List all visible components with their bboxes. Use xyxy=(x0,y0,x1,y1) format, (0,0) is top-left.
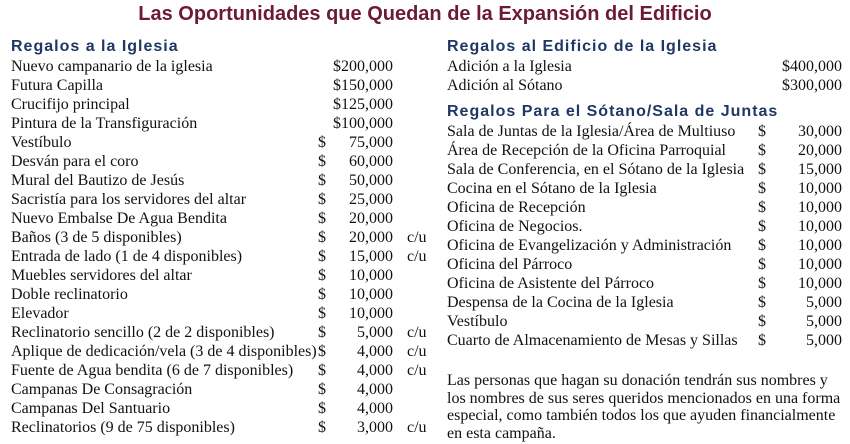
gift-label: Mural del Bautizo de Jesús xyxy=(11,172,185,189)
gift-unit: c/u xyxy=(407,248,427,265)
donor-recognition-note: Las personas que hagan su donación tendrán sus nombres y los nombres de sus seres queridos mencionados en una forma especial, como también todos los que ayuden financialmente en esta campaña. xyxy=(447,372,841,442)
gift-item xyxy=(447,179,842,198)
gift-amount: 10,000 xyxy=(798,275,842,292)
gift-item xyxy=(11,361,431,380)
gift-amount: $200,000 xyxy=(333,58,393,75)
gift-item xyxy=(11,152,431,171)
gift-amount: 4,000 xyxy=(357,400,393,417)
gift-dollar: $ xyxy=(318,153,326,170)
gift-dollar: $ xyxy=(758,332,766,349)
gift-dollar: $ xyxy=(318,134,326,151)
gift-amount: 50,000 xyxy=(349,172,393,189)
gift-label: Pintura de la Transfiguración xyxy=(11,115,198,132)
gift-dollar: $ xyxy=(318,286,326,303)
gift-label: Sala de Juntas de la Iglesia/Área de Multiuso xyxy=(447,123,736,140)
gift-item xyxy=(447,122,842,141)
gift-dollar: $ xyxy=(758,218,766,235)
gift-amount: 10,000 xyxy=(798,180,842,197)
gift-amount: 75,000 xyxy=(349,134,393,151)
gift-item xyxy=(11,323,431,342)
gift-label: Elevador xyxy=(11,305,69,322)
gift-label: Oficina de Recepción xyxy=(447,199,586,216)
gift-amount: 10,000 xyxy=(798,256,842,273)
gift-item xyxy=(11,342,431,361)
gift-amount: 15,000 xyxy=(798,161,842,178)
gift-amount: 5,000 xyxy=(806,313,842,330)
gift-amount: 20,000 xyxy=(349,229,393,246)
gift-item xyxy=(11,399,431,418)
gift-label: Vestíbulo xyxy=(447,313,508,330)
gift-amount: 60,000 xyxy=(349,153,393,170)
gift-dollar: $ xyxy=(758,123,766,140)
gift-label: Nuevo Embalse De Agua Bendita xyxy=(11,210,227,227)
gift-unit: c/u xyxy=(407,324,427,341)
gift-dollar: $ xyxy=(758,180,766,197)
gift-item xyxy=(447,274,842,293)
gift-dollar: $ xyxy=(758,161,766,178)
gift-dollar: $ xyxy=(318,191,326,208)
gift-label: Reclinatorios (9 de 75 disponibles) xyxy=(11,419,235,436)
gift-label: Baños (3 de 5 disponibles) xyxy=(11,229,182,246)
gift-unit: c/u xyxy=(407,362,427,379)
building-gifts-list xyxy=(447,57,842,95)
gift-label: Oficina del Párroco xyxy=(447,256,573,273)
gift-dollar: $ xyxy=(758,237,766,254)
gift-item xyxy=(11,209,431,228)
gift-amount: 15,000 xyxy=(349,248,393,265)
gift-item xyxy=(447,236,842,255)
gift-amount: 10,000 xyxy=(798,218,842,235)
gift-item xyxy=(11,190,431,209)
gift-item xyxy=(11,95,431,114)
gift-item xyxy=(447,198,842,217)
gift-amount: 30,000 xyxy=(798,123,842,140)
gift-amount: 4,000 xyxy=(357,362,393,379)
gift-amount: $150,000 xyxy=(333,77,393,94)
gift-item xyxy=(447,57,842,76)
gift-label: Cocina en el Sótano de la Iglesia xyxy=(447,180,657,197)
gift-label: Aplique de dedicación/vela (3 de 4 disponibles) xyxy=(11,343,317,360)
gift-label: Nuevo campanario de la iglesia xyxy=(11,58,213,75)
gift-item xyxy=(447,293,842,312)
gift-label: Desván para el coro xyxy=(11,153,139,170)
gift-item xyxy=(447,331,842,350)
gift-dollar: $ xyxy=(758,142,766,159)
church-gifts-heading: Regalos a la Iglesia xyxy=(11,38,179,55)
gift-dollar: $ xyxy=(758,256,766,273)
gift-item xyxy=(11,57,431,76)
gift-label: Crucifijo principal xyxy=(11,96,130,113)
gift-amount: $100,000 xyxy=(333,115,393,132)
gift-amount: 10,000 xyxy=(349,305,393,322)
gift-dollar: $ xyxy=(758,199,766,216)
gift-label: Doble reclinatorio xyxy=(11,286,128,303)
gift-label: Futura Capilla xyxy=(11,77,103,94)
gift-label: Despensa de la Cocina de la Iglesia xyxy=(447,294,674,311)
gift-item xyxy=(447,160,842,179)
gift-dollar: $ xyxy=(318,381,326,398)
gift-unit: c/u xyxy=(407,229,427,246)
gift-amount: 4,000 xyxy=(357,343,393,360)
gift-item xyxy=(447,255,842,274)
gift-item xyxy=(447,312,842,331)
gift-dollar: $ xyxy=(318,210,326,227)
basement-gifts-heading: Regalos Para el Sótano/Sala de Juntas xyxy=(447,103,779,120)
gift-dollar: $ xyxy=(758,294,766,311)
gift-dollar: $ xyxy=(318,305,326,322)
gift-label: Cuarto de Almacenamiento de Mesas y Sillas xyxy=(447,332,738,349)
gift-item xyxy=(11,228,431,247)
gift-item xyxy=(11,266,431,285)
gift-amount: 10,000 xyxy=(798,237,842,254)
gift-amount: 10,000 xyxy=(798,199,842,216)
gift-label: Adición al Sótano xyxy=(447,77,563,94)
gift-item xyxy=(11,304,431,323)
gift-item xyxy=(11,285,431,304)
gift-item xyxy=(447,217,842,236)
gift-dollar: $ xyxy=(318,343,326,360)
gift-label: Fuente de Agua bendita (6 de 7 disponibles) xyxy=(11,362,294,379)
gift-label: Muebles servidores del altar xyxy=(11,267,192,284)
building-gifts-heading: Regalos al Edificio de la Iglesia xyxy=(447,38,718,55)
gift-amount: $300,000 xyxy=(782,77,842,94)
gift-item xyxy=(11,171,431,190)
gift-label: Oficina de Negocios. xyxy=(447,218,583,235)
gift-label: Sala de Conferencia, en el Sótano de la Iglesia xyxy=(447,161,745,178)
gift-label: Reclinatorio sencillo (2 de 2 disponibles) xyxy=(11,324,275,341)
gift-dollar: $ xyxy=(318,419,326,436)
gift-label: Adición a la Iglesia xyxy=(447,58,572,75)
gift-amount: 5,000 xyxy=(806,332,842,349)
gift-amount: 25,000 xyxy=(349,191,393,208)
gift-label: Sacristía para los servidores del altar xyxy=(11,191,247,208)
gift-item xyxy=(447,141,842,160)
gift-unit: c/u xyxy=(407,419,427,436)
gift-amount: 10,000 xyxy=(349,286,393,303)
basement-gifts-list xyxy=(447,122,842,350)
gift-amount: 4,000 xyxy=(357,381,393,398)
gift-amount: $125,000 xyxy=(333,96,393,113)
gift-label: Campanas De Consagración xyxy=(11,381,193,398)
gift-dollar: $ xyxy=(318,324,326,341)
church-gifts-list xyxy=(11,57,431,437)
gift-item xyxy=(11,133,431,152)
page-title: Las Oportunidades que Quedan de la Expansión del Edificio xyxy=(138,3,712,25)
gift-dollar: $ xyxy=(318,172,326,189)
gift-label: Oficina de Asistente del Párroco xyxy=(447,275,655,292)
gift-dollar: $ xyxy=(318,229,326,246)
gift-item xyxy=(447,76,842,95)
gift-item xyxy=(11,418,431,437)
gift-amount: 5,000 xyxy=(806,294,842,311)
gift-dollar: $ xyxy=(318,248,326,265)
gift-label: Entrada de lado (1 de 4 disponibles) xyxy=(11,248,243,265)
gift-dollar: $ xyxy=(758,275,766,292)
gift-amount: 20,000 xyxy=(798,142,842,159)
gift-dollar: $ xyxy=(318,400,326,417)
gift-amount: 3,000 xyxy=(357,419,393,436)
gift-label: Campanas Del Santuario xyxy=(11,400,171,417)
gift-amount: 5,000 xyxy=(357,324,393,341)
gift-item xyxy=(11,76,431,95)
gift-dollar: $ xyxy=(318,362,326,379)
gift-dollar: $ xyxy=(758,313,766,330)
gift-label: Área de Recepción de la Oficina Parroquial xyxy=(447,142,726,159)
gift-label: Oficina de Evangelización y Administración xyxy=(447,237,732,254)
gift-item xyxy=(11,380,431,399)
gift-dollar: $ xyxy=(318,267,326,284)
gift-amount: 20,000 xyxy=(349,210,393,227)
gift-unit: c/u xyxy=(407,343,427,360)
gift-label: Vestíbulo xyxy=(11,134,72,151)
gift-item xyxy=(11,114,431,133)
gift-amount: 10,000 xyxy=(349,267,393,284)
gift-amount: $400,000 xyxy=(782,58,842,75)
gift-item xyxy=(11,247,431,266)
